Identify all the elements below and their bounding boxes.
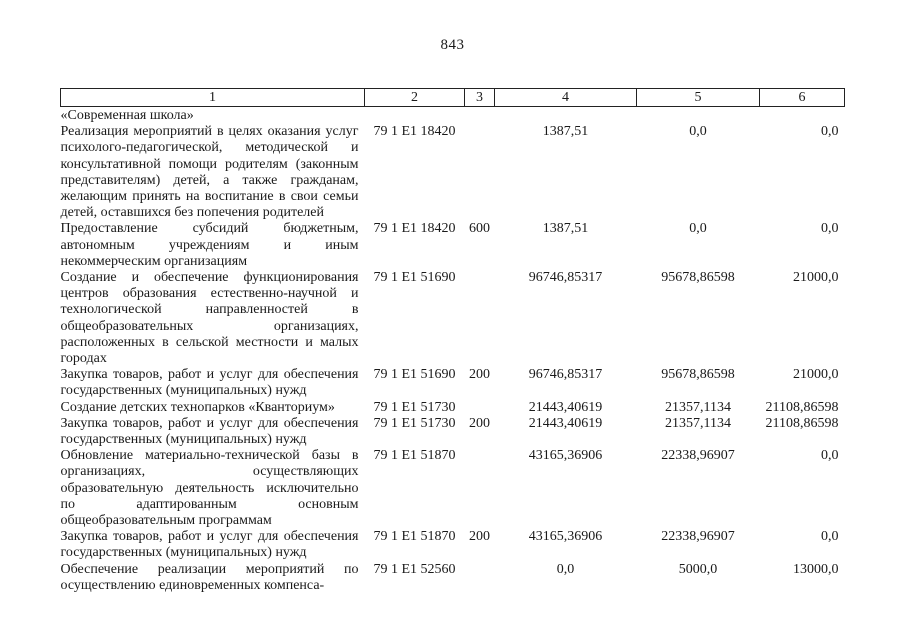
row-code: 79 1 E1 51730 (373, 415, 456, 431)
column-header-year2: 5 (637, 89, 760, 107)
page-number: 843 (440, 37, 465, 53)
row-expense-type (465, 562, 495, 594)
table-row (61, 221, 845, 270)
budget-table (60, 88, 845, 594)
row-value-col4: 21443,40619 (528, 399, 603, 415)
row-value-col4 (495, 107, 637, 125)
row-code: 79 1 E1 51870 (373, 448, 456, 464)
row-code: 79 1 E1 51690 (373, 270, 456, 286)
row-name: Создание и обеспечение функционирования центров образования естественно-научной и технологической направленностей в общеобразовательных организациях, расположенных в сельской местности и малых городах (60, 270, 359, 367)
row-value-col4: 43165,36906 (528, 529, 603, 545)
row-value-col6: 0,0 (821, 124, 839, 140)
table-row (61, 448, 845, 529)
row-value-col4: 96746,85317 (528, 367, 603, 383)
column-header-type: 3 (465, 89, 495, 107)
row-value-col4: 21443,40619 (528, 415, 603, 431)
row-value-col6: 0,0 (821, 221, 839, 237)
row-value-col6: 21108,86598 (765, 399, 839, 415)
row-value-col6: 21000,0 (793, 270, 839, 286)
row-name: Предоставление субсидий бюджетным, автономным учреждениям и иным некоммерческим организациям (60, 221, 359, 269)
row-name: Закупка товаров, работ и услуг для обеспечения государственных (муниципальных) нужд (60, 367, 359, 399)
row-value-col5: 5000,0 (678, 561, 718, 577)
column-header-year1: 4 (495, 89, 637, 107)
row-name: Обновление материально-технической базы в организациях, осуществляющих образовательную деятельность исключительно по адаптированным основным общеобразовательным программам (60, 448, 359, 529)
row-name: Закупка товаров, работ и услуг для обеспечения государственных (муниципальных) нужд (60, 415, 359, 448)
table-row (61, 367, 845, 399)
table-row (61, 124, 845, 221)
row-code: 79 1 E1 51730 (373, 399, 456, 415)
row-code: 79 1 E1 51690 (373, 367, 456, 383)
row-expense-type (465, 270, 495, 367)
table-row (61, 416, 845, 448)
row-name: Создание детских технопарков «Кванториум» (60, 399, 335, 415)
row-value-col4: 1387,51 (542, 221, 589, 237)
row-name: «Современная школа» (60, 108, 194, 123)
row-expense-type: 200 (469, 415, 490, 431)
table-row (61, 270, 845, 367)
row-name: Закупка товаров, работ и услуг для обеспечения государственных (муниципальных) нужд (60, 529, 359, 561)
row-name: Реализация мероприятий в целях оказания услуг психолого-педагогической, методической и консультативной помощи родителям (законным представителям) детей, а также гражданам, желающим принять на воспитание в свои семьи детей, оставшихся без попечения родителей (60, 124, 359, 221)
row-value-col5: 0,0 (689, 221, 707, 237)
row-value-col6: 0,0 (821, 448, 839, 464)
row-value-col5: 21357,1134 (665, 399, 731, 415)
row-value-col5: 0,0 (689, 124, 707, 140)
row-name: Обеспечение реализации мероприятий по осуществлению единовременных компенса- (60, 561, 359, 593)
row-value-col6: 0,0 (821, 529, 839, 545)
row-value-col5: 22338,96907 (661, 529, 735, 545)
table-row (61, 400, 845, 416)
table-row (61, 107, 845, 125)
row-value-col5: 95678,86598 (661, 270, 735, 286)
row-expense-type: 200 (469, 367, 490, 383)
row-value-col6 (760, 107, 845, 125)
row-code: 79 1 E1 52560 (373, 561, 456, 577)
row-value-col6: 13000,0 (793, 561, 839, 577)
column-header-year3: 6 (760, 89, 845, 107)
row-value-col6: 21000,0 (793, 367, 839, 383)
table-row (61, 562, 845, 594)
table-row (61, 529, 845, 561)
row-value-col6: 21108,86598 (765, 415, 839, 431)
row-code: 79 1 E1 51870 (373, 529, 456, 545)
row-code: 79 1 E1 18420 (373, 124, 456, 140)
table-header-row (61, 89, 845, 107)
row-expense-type: 600 (469, 221, 490, 237)
row-code: 79 1 E1 18420 (373, 221, 456, 237)
row-value-col4: 96746,85317 (528, 270, 603, 286)
row-expense-type (465, 400, 495, 416)
row-expense-type (465, 124, 495, 221)
row-value-col5: 95678,86598 (661, 367, 735, 383)
row-value-col4: 43165,36906 (528, 448, 603, 464)
row-expense-type: 200 (469, 529, 490, 545)
column-header-code: 2 (365, 89, 465, 107)
row-expense-type (465, 107, 495, 125)
row-value-col4: 0,0 (556, 561, 575, 577)
row-expense-type (465, 448, 495, 529)
row-code (365, 107, 465, 125)
column-header-name: 1 (61, 89, 365, 107)
row-value-col4: 1387,51 (542, 124, 589, 140)
row-value-col5 (637, 107, 760, 125)
row-value-col5: 21357,1134 (665, 415, 731, 431)
row-value-col5: 22338,96907 (661, 448, 735, 464)
